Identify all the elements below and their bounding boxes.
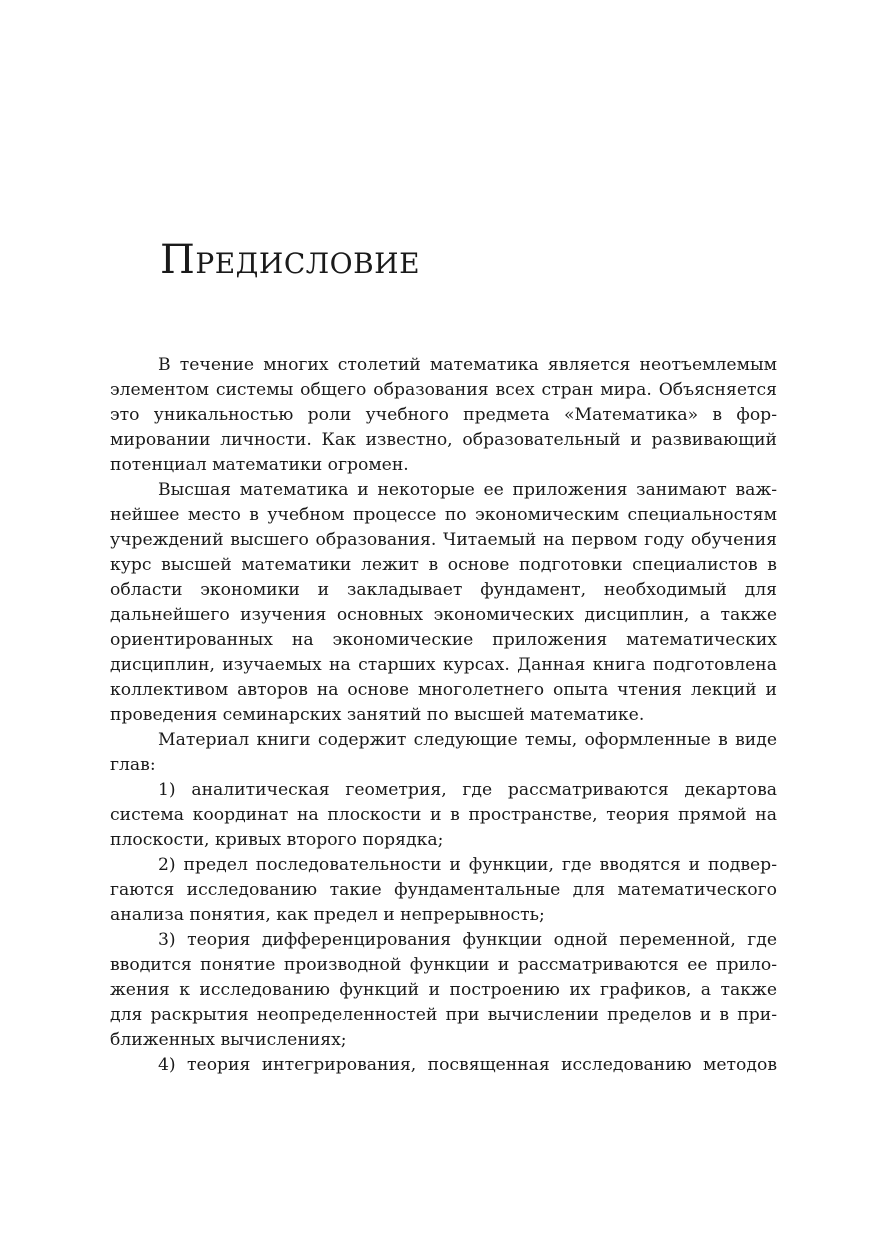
list-item-limits: 2) предел последовательности и функции, где вводятся и подвергаются исследованию такие фундаментальные для математического анализа понятия, как предел и непрерывность; [110, 855, 777, 925]
list-item-integration: 4) теория интегрирования, посвященная исследованию методов [158, 1055, 777, 1075]
preface-body [110, 353, 777, 1078]
list-item-differentiation: 3) теория дифференцирования функции одной переменной, где вводится понятие производной функции и рассматриваются ее приложения к исследованию функций и построению их графиков, а также для раскрытия неопределенностей при вычислении пределов и в приближенных вычислениях; [110, 930, 777, 1050]
chapter-title: Предисловие [160, 237, 421, 283]
paragraph-contents-intro: Материал книги содержит следующие темы, оформленные в виде глав: [110, 730, 777, 775]
list-item-analytic-geometry: 1) аналитическая геометрия, где рассматриваются декартова система координат на плоскости и в пространстве, теория прямой на плоскости, кривых второго порядка; [110, 780, 777, 850]
paragraph-intro: В течение многих столетий математика является неотъемлемым элементом системы общего образования всех стран мира. Объясняется это уникальностью роли учебного предмета «Математика» в формировании личности. Как известно, образовательный и развивающий потенциал математики огромен. [110, 355, 777, 475]
paragraph-higher-math: Высшая математика и некоторые ее приложения занимают важнейшее место в учебном процессе по экономическим специальностям учреждений высшего образования. Читаемый на первом году обучения курс высшей математики лежит в основе подготовки специалистов в области экономики и закладывает фундамент, необходимый для дальнейшего изучения основных экономических дисциплин, а также ориентированных на экономические приложения математических дисциплин, изучаемых на старших курсах. Данная книга подготовлена коллективом авторов на основе многолетнего опыта чтения лекций и проведения семинарских занятий по высшей математике. [110, 480, 777, 725]
